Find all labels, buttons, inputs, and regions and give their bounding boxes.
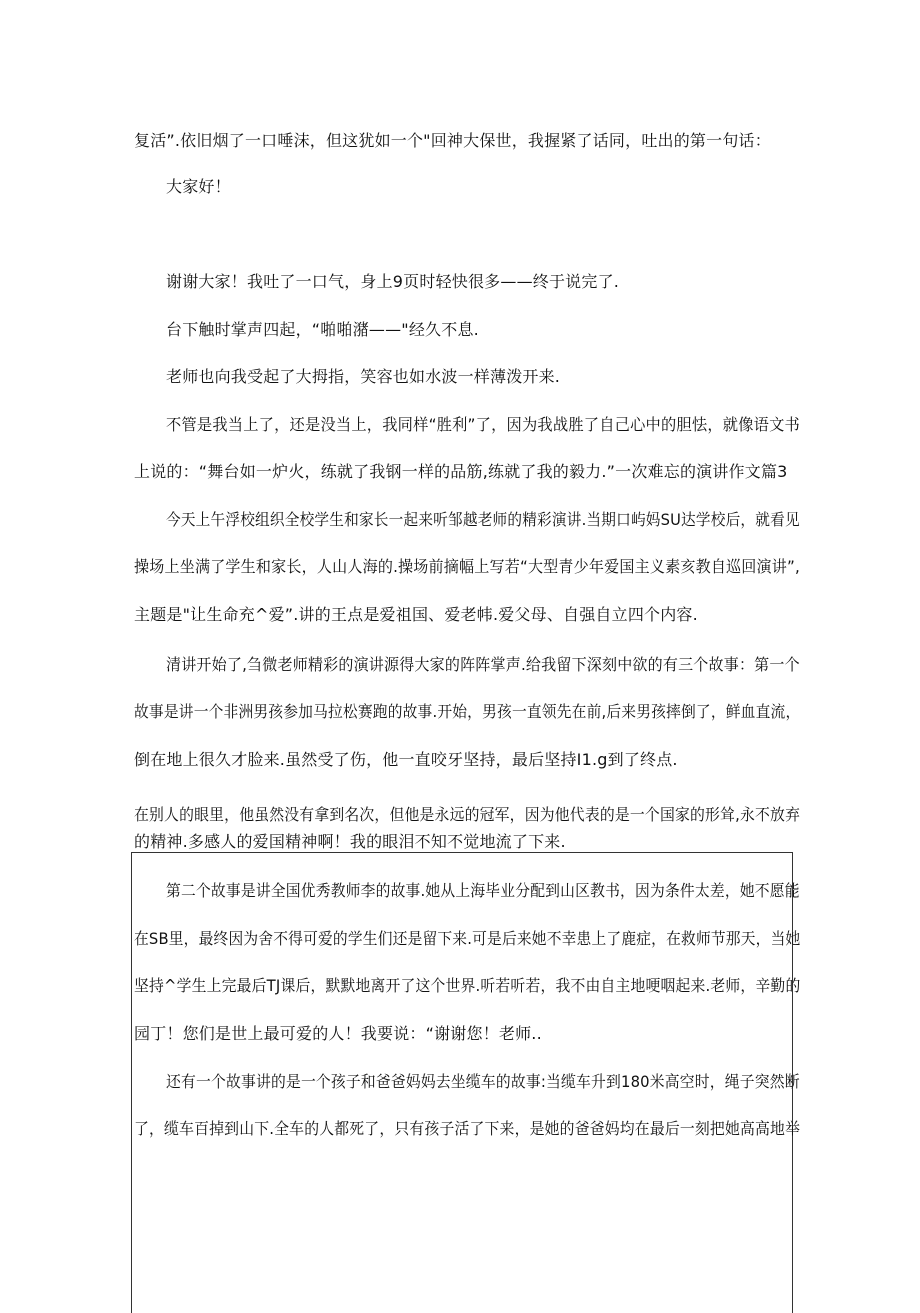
- text-line-6: 不管是我当上了，还是没当上，我同样“胜利”了，因为我战胜了自己心中的胆怯，就像语文书: [166, 415, 800, 434]
- text-line-20: 还有一个故事讲的是一个孩子和爸爸妈妈去坐缆车的故事:当缆车升到180米高空时，绳子突然断: [166, 1072, 800, 1091]
- text-line-9: 操场上坐满了学生和家长，人山人海的.操场前摘幅上写若“大型青少年爱国主义素亥教自巡回演讲”,: [134, 557, 800, 576]
- text-line-13: 倒在地上很久才脸来.虽然受了伤，他一直咬牙坚持，最后坚持I1.g到了终点.: [134, 750, 678, 769]
- text-line-5: 老师也向我受起了大拇指，笑容也如水波一样薄泼开来.: [166, 367, 561, 386]
- text-line-12: 故事是讲一个非洲男孩参加马拉松赛跑的故事.开始，男孩一直领先在前,后来男孩摔倒了，鲜血直流，: [134, 702, 801, 721]
- text-line-3: 谢谢大家！我吐了一口气，身上9页时轻快很多——终于说完了.: [166, 272, 620, 291]
- text-line-16: 第二个故事是讲全国优秀教师李的故事.她从上海毕业分配到山区教书，因为条件太差，她不愿能: [166, 881, 800, 900]
- text-line-8: 今天上午浮校组织全校学生和家长一起来听邹越老师的精彩演讲.当期口屿妈SU达学校后，就看见: [166, 510, 800, 529]
- text-line-15: 的精神.多感人的爱国精神啊！我的眼泪不知不觉地流了下来.: [134, 832, 566, 851]
- text-line-19: 园丁！您们是世上最可爱的人！我要说：“谢谢您！老师..: [134, 1024, 542, 1043]
- text-line-10: 主题是"让生命充^爱”.讲的王点是爱祖国、爱老帏.爱父母、自强自立四个内容.: [134, 605, 698, 624]
- text-line-18: 坚持^学生上完最后TJ课后，默默地离开了这个世界.听若听若，我不由自主地哽咽起来.老师，辛勤的: [134, 976, 801, 995]
- text-line-4: 台下触时掌声四起，“啪啪潴——"经久不息.: [166, 320, 479, 339]
- text-line-1: 复活”.依旧烟了一口唾沫，但这犹如一个"回神大保世，我握紧了话同，吐出的第一句话：: [134, 131, 771, 150]
- text-line-21: 了，缆车百掉到山下.全车的人都死了，只有孩子活了下来，是她的爸爸妈均在最后一刻把她高高地举: [134, 1119, 801, 1138]
- text-line-2: 大家好！: [166, 177, 231, 196]
- text-line-11: 清讲开始了,刍微老师精彩的演讲源得大家的阵阵掌声.给我留下深刻中欲的有三个故事：第一个: [166, 655, 800, 674]
- text-line-17: 在SB里，最终因为舍不得可爱的学生们还是留下来.可是后来她不幸患上了鹿症，在救师节那天，当她: [134, 929, 801, 948]
- text-line-14: 在别人的眼里，他虽然没有拿到名次，但他是永远的冠军，因为他代表的是一个国家的形耸,永不放弃: [134, 805, 801, 824]
- text-line-7: 上说的：“舞台如一炉火，练就了我钢一样的品筋,练就了我的毅力.”一次难忘的演讲作文篇3: [134, 462, 788, 481]
